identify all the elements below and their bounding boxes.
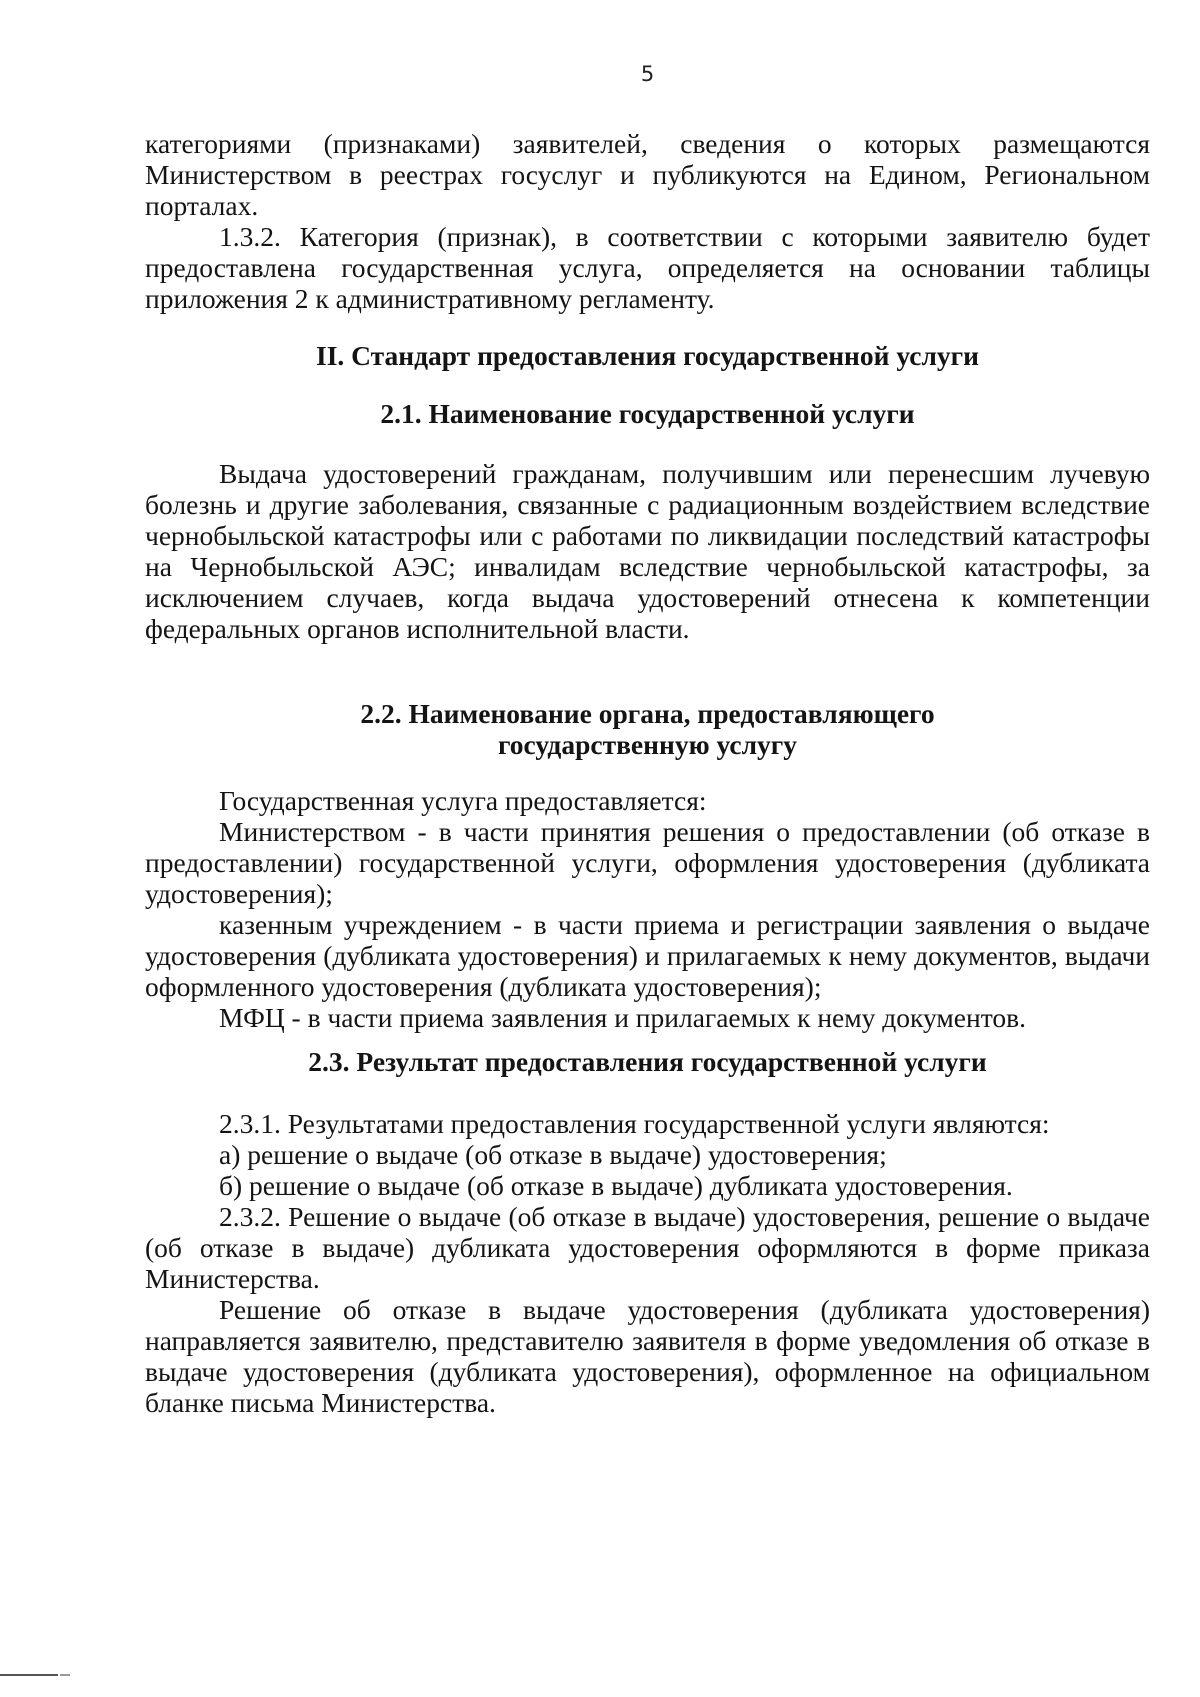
section-2-2-block — [145, 785, 1150, 1033]
section-2-2-title — [145, 698, 1150, 760]
section-2-1-block — [145, 458, 1150, 644]
section-2-title: II. Стандарт предоставления государственной услуги — [316, 340, 979, 371]
page-number: 5 — [640, 62, 655, 86]
section-2-3-paragraph-2: а) решение о выдаче (об отказе в выдаче) удостоверения; — [219, 1139, 887, 1170]
scan-artifact-line — [0, 1674, 58, 1676]
section-2-3-paragraph-5: Решение об отказе в выдаче удостоверения (дубликата удостоверения) направляется заявителю, представителю заявителя в форме уведомления об отказе в выдаче удостоверения (дубликата удостоверения), оформленное на официальном бланке письма Министерства. — [145, 1294, 1150, 1418]
intro-paragraph-1: категориями (признаками) заявителей, сведения о которых размещаются Министерством в реестрах госуслуг и публикуются на Едином, Региональном порталах. — [145, 128, 1150, 221]
section-2-1-paragraph: Выдача удостоверений гражданам, получившим или перенесшим лучевую болезнь и другие заболевания, связанные с радиационным воздействием вследствие чернобыльской катастрофы или с работами по ликвидации последствий катастрофы на Чернобыльской АЭС; инвалидам вследствие чернобыльской катастрофы, за исключением случаев, когда выдача удостоверений отнесена к компетенции федеральных органов исполнительной власти. — [145, 458, 1150, 644]
section-2-2-paragraph-2: Министерством - в части принятия решения о предоставлении (об отказе в предоставлении) государственной услуги, оформления удостоверения (дубликата удостоверения); — [145, 816, 1150, 909]
section-2-3-paragraph-4: 2.3.2. Решение о выдаче (об отказе в выдаче) удостоверения, решение о выдаче (об отказе в выдаче) дубликата удостоверения оформляются в форме приказа Министерства. — [145, 1201, 1150, 1294]
intro-paragraph-2: 1.3.2. Категория (признак), в соответствии с которыми заявителю будет предоставлена государственная услуга, определяется на основании таблицы приложения 2 к административному регламенту. — [145, 221, 1150, 314]
section-2-3-paragraph-1: 2.3.1. Результатами предоставления государственной услуги являются: — [219, 1108, 1050, 1139]
section-2-3-title: 2.3. Результат предоставления государственной услуги — [308, 1046, 987, 1077]
section-2-3-paragraph-3: б) решение о выдаче (об отказе в выдаче) дубликата удостоверения. — [219, 1170, 1013, 1201]
scan-artifact-dash — [60, 1674, 70, 1676]
section-2-2-title-line-1: 2.2. Наименование органа, предоставляющего — [360, 698, 935, 729]
section-2-2-paragraph-3: казенным учреждением - в части приема и регистрации заявления о выдаче удостоверения (дубликата удостоверения) и прилагаемых к нему документов, выдачи оформленного удостоверения (дубликата удостоверения); — [145, 909, 1150, 1002]
intro-block — [145, 128, 1150, 314]
section-2-2-paragraph-4: МФЦ - в части приема заявления и прилагаемых к нему документов. — [219, 1002, 1026, 1033]
section-2-1-title: 2.1. Наименование государственной услуги — [380, 398, 915, 429]
section-2-2-paragraph-1: Государственная услуга предоставляется: — [219, 785, 707, 816]
section-2-2-title-line-2: государственную услугу — [498, 729, 797, 760]
section-2-3-block — [145, 1108, 1150, 1418]
